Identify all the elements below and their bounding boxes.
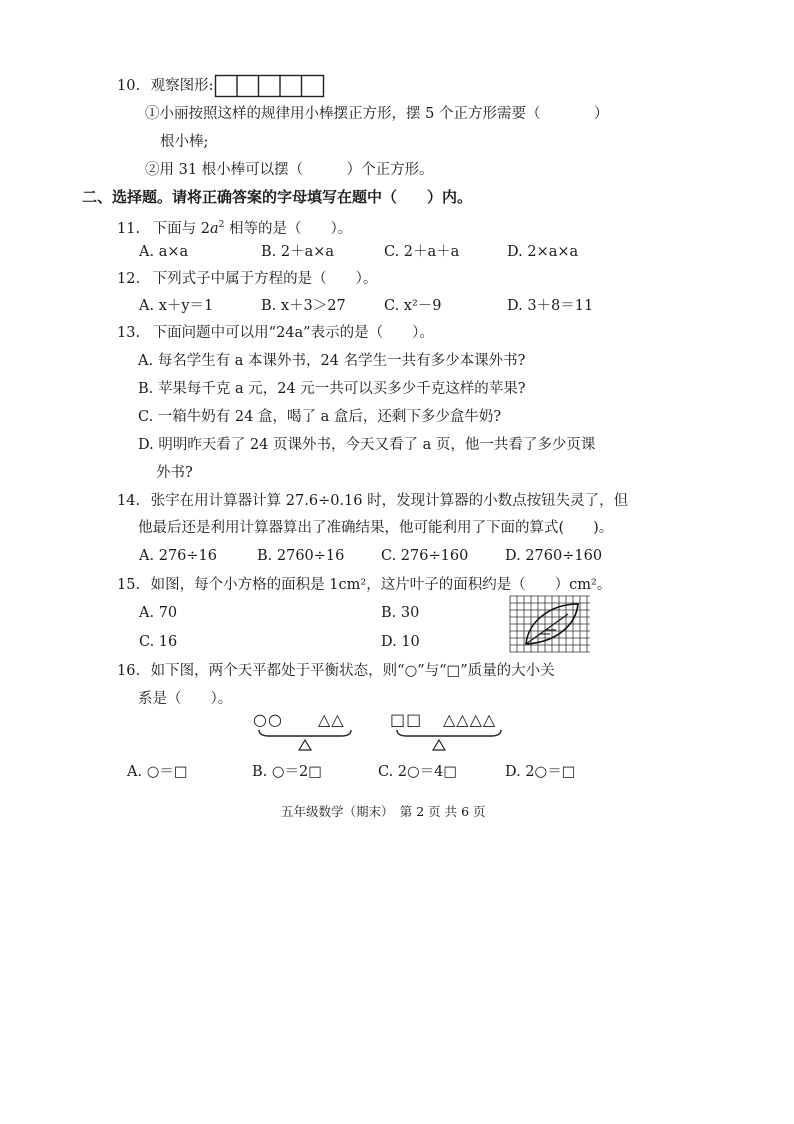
section-2-title-text: 二、选择题。请将正确答案的字母填写在题中（ ）内。 <box>82 188 473 206</box>
q13-option-c: C. 一箱牛奶有 24 盒，喝了 a 盒后，还剩下多少盒牛奶? <box>138 409 502 425</box>
balance1-right-pan: △△ <box>318 710 345 729</box>
q14-option-a: A. 276÷16 <box>139 548 217 564</box>
q12-option-d: D. 3＋8＝11 <box>507 298 594 314</box>
balance1-left-pan: ○○ <box>253 710 283 729</box>
q11-stem-var: a <box>210 220 219 237</box>
q13-option-b: B. 苹果每千克 a 元，24 元一共可以买多少千克这样的苹果? <box>138 381 526 397</box>
q12-option-b: B. x＋3＞27 <box>261 298 346 314</box>
q15-option-d: D. 10 <box>381 634 420 650</box>
q10-part1-continuation: 根小棒; <box>160 134 209 150</box>
q16-option-a: A. ○＝□ <box>127 764 188 780</box>
q10-part2-text: ②用 31 根小棒可以摆（ ）个正方形。 <box>145 162 434 178</box>
q11-stem <box>117 215 352 239</box>
q14-option-b: B. 2760÷16 <box>257 548 345 564</box>
q14-number: 14. <box>117 493 141 509</box>
page-footer-text: 五年级数学（期末） 第 2 页 共 6 页 <box>281 804 486 819</box>
q13-option-a: A. 每名学生有 a 本课外书，24 名学生一共有多少本课外书? <box>138 353 526 369</box>
q16-option-d: D. 2○＝□ <box>505 764 576 780</box>
q15-stem <box>117 575 611 595</box>
q10-part1-text: ①小丽按照这样的规律用小棒摆正方形，摆 5 个正方形需要（ <box>145 106 541 122</box>
q16-option-b: B. ○＝2□ <box>252 764 322 780</box>
q15-number: 15. <box>117 577 141 593</box>
q13-option-d: D. 明明昨天看了 24 页课外书，今天又看了 a 页，他一共看了多少页课 <box>138 437 596 453</box>
q13-option-d-cont: 外书? <box>156 465 193 481</box>
q13-stem-text: 下面问题中可以用“24a”表示的是（ ）。 <box>152 325 434 341</box>
q11-stem-sup: 2 <box>218 220 225 230</box>
q10-part1-close <box>594 104 609 124</box>
q11-option-a: A. a×a <box>139 244 189 260</box>
balance2-right-pan: △△△△ <box>443 710 497 729</box>
q15-stem-text: 如图，每个小方格的面积是 1cm²，这片叶子的面积约是（ ）cm²。 <box>150 577 612 593</box>
q11-option-b: B. 2＋a×a <box>261 244 335 260</box>
q16-stem-1 <box>117 661 555 681</box>
q12-stem <box>117 269 377 289</box>
q14-option-d: D. 2760÷160 <box>505 548 603 564</box>
q14-stem-2: 他最后还是利用计算器算出了准确结果，他可能利用了下面的算式( )。 <box>138 520 614 536</box>
q12-option-c: C. x²－9 <box>384 298 442 314</box>
q10-number: 10. <box>117 78 141 94</box>
q15-option-b: B. 30 <box>381 605 420 621</box>
q11-stem-pre: 下面与 2 <box>152 220 211 237</box>
q12-number: 12. <box>117 271 141 287</box>
q10-part1-close-paren: ） <box>594 106 609 122</box>
q12-option-a: A. x＋y＝1 <box>139 298 214 314</box>
q15-option-c: C. 16 <box>139 634 178 650</box>
q13-number: 13. <box>117 325 141 341</box>
q11-number: 11. <box>117 220 141 237</box>
matchstick-squares-figure <box>215 75 325 97</box>
q12-stem-text: 下列式子中属于方程的是（ ）。 <box>152 271 378 287</box>
q16-option-c: C. 2○＝4□ <box>378 764 458 780</box>
q10-part1-line <box>145 104 540 124</box>
q15-option-a: A. 70 <box>139 605 178 621</box>
q13-stem <box>117 323 434 343</box>
q10-part2-line <box>145 160 434 180</box>
q11-option-d: D. 2×a×a <box>507 244 579 260</box>
q11-option-c: C. 2＋a＋a <box>384 244 460 260</box>
page-footer <box>281 802 486 822</box>
q16-stem-2: 系是（ ）。 <box>138 691 233 707</box>
balance2-beam <box>393 730 505 754</box>
q10-line <box>117 76 214 96</box>
balance2-left-pan: □□ <box>390 710 423 729</box>
section-2-title <box>82 187 472 207</box>
q16-stem-text-1: 如下图，两个天平都处于平衡状态，则“○”与“□”质量的大小关 <box>150 663 555 679</box>
leaf-grid-figure <box>510 596 590 652</box>
q14-stem-1 <box>117 491 628 511</box>
q10-prompt: 观察图形: <box>150 78 214 94</box>
q11-stem-post: 相等的是（ ）。 <box>224 220 353 237</box>
balance1-beam <box>255 730 355 754</box>
q14-stem-text-1: 张宇在用计算器计算 27.6÷0.16 时，发现计算器的小数点按钮失灵了，但 <box>150 493 629 509</box>
q14-option-c: C. 276÷160 <box>381 548 469 564</box>
q10-part1-cont <box>160 132 208 152</box>
q16-number: 16. <box>117 663 141 679</box>
